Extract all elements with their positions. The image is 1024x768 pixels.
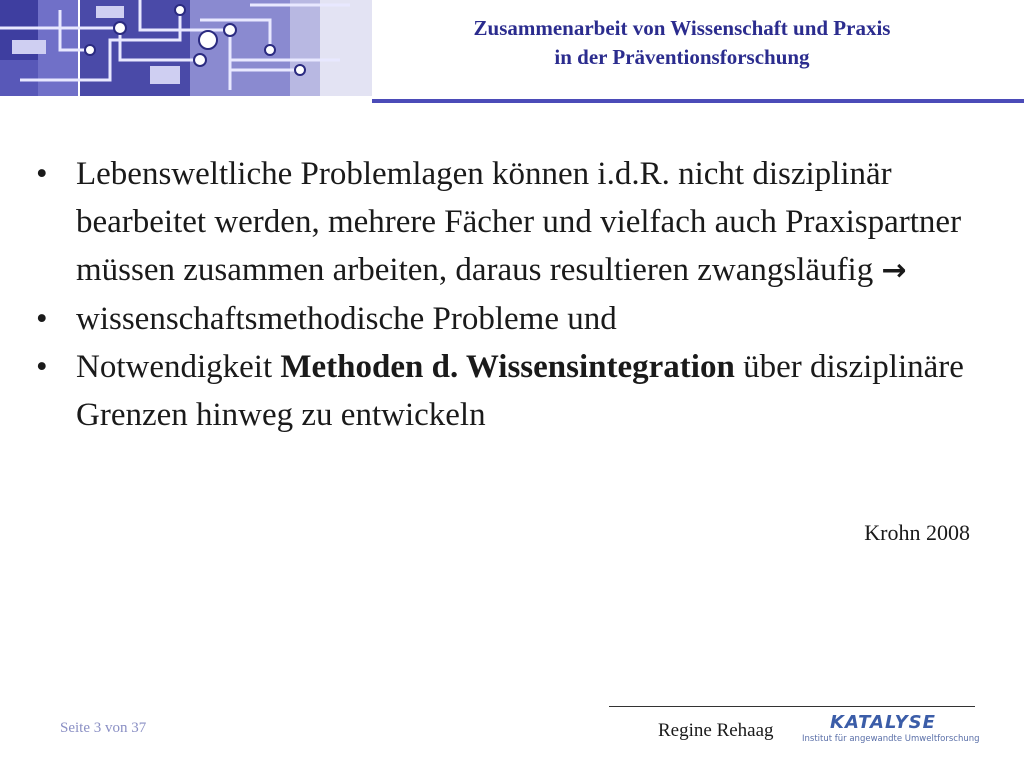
citation: Krohn 2008 <box>864 520 970 545</box>
header-divider <box>372 99 1024 103</box>
right-arrow-icon: → <box>881 253 907 288</box>
bullet-text: wissenschaftsmethodische Probleme und <box>76 301 617 337</box>
bullet-item-2 <box>36 295 996 343</box>
header-circuit-image <box>0 0 372 96</box>
logo-subtitle: Institut für angewandte Umweltforschung <box>802 734 980 744</box>
bullet-item-1 <box>36 150 996 295</box>
bullet-list <box>36 150 996 439</box>
logo-name: KATALYSE <box>830 712 936 733</box>
slide-title <box>390 14 974 72</box>
slide-title-line-1: Zusammenarbeit von Wissenschaft und Praxis <box>473 16 891 40</box>
bullet-item-3 <box>36 343 996 439</box>
katalyse-logo <box>800 712 980 752</box>
page-number: Seite 3 von 37 <box>60 720 147 736</box>
footer-divider <box>609 706 975 707</box>
bullet-symbol: • <box>36 301 48 337</box>
bullet-symbol: • <box>36 349 48 385</box>
author-name: Regine Rehaag <box>658 720 774 741</box>
slide-title-line-2: in der Präventionsforschung <box>554 45 810 69</box>
bullet-text: Lebensweltliche Problemlagen können i.d.R. nicht disziplinär bearbeitet werden, mehrere Fächer und vielfach auch Praxispartner müssen zusammen arbeiten, daraus resultieren zwangsläufig <box>76 156 962 288</box>
bullet-text-bold: Methoden d. Wissensintegration <box>280 349 735 385</box>
bullet-text-after: über disziplinäre Grenzen hinweg zu entwickeln <box>76 349 964 433</box>
bullet-symbol: • <box>36 156 48 192</box>
bullet-text-before: Notwendigkeit <box>76 349 281 385</box>
